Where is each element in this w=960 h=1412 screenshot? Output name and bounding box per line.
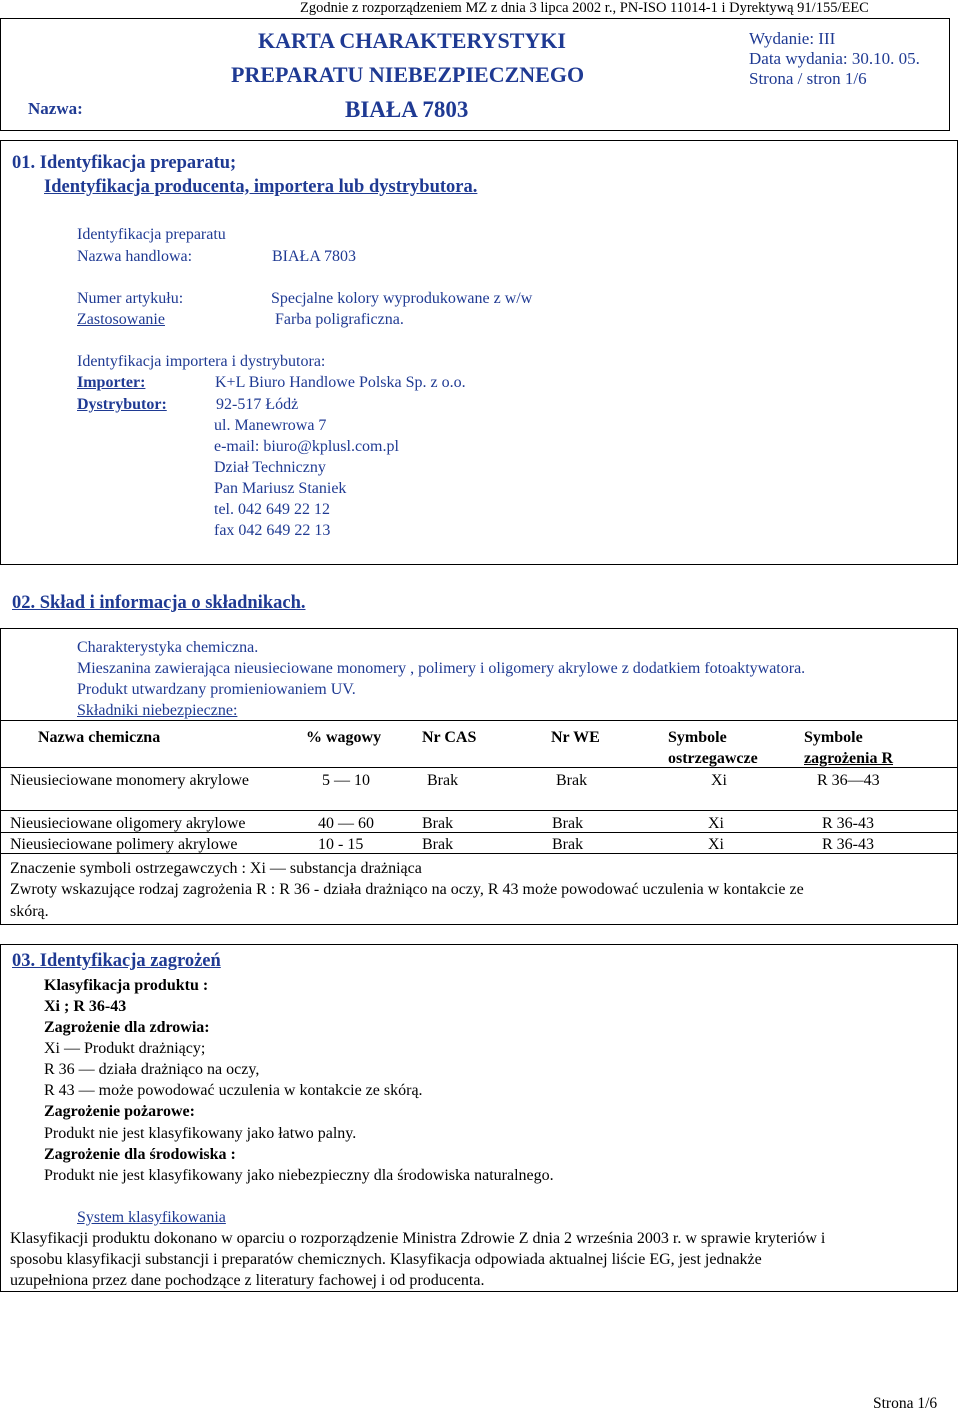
importer-value: K+L Biuro Handlowe Polska Sp. z o.o. [215, 374, 466, 391]
section2-heading: 02. Skład i informacja o składnikach. [12, 593, 306, 613]
classification-system-line: sposobu klasyfikacji substancji i preparatów chemicznych. Klasyfikacja odpowiada aktualnej liście EG, jest jednakże [10, 1251, 762, 1268]
cure-description: Produkt utwardzany promieniowaniem UV. [77, 681, 356, 698]
r-phrases-line2: skórą. [10, 903, 49, 920]
email-line: e-mail: biuro@kplusl.com.pl [214, 438, 399, 455]
table-row-r-symbol: R 36-43 [822, 815, 874, 832]
col-header-chemical-name: Nazwa chemiczna [38, 729, 161, 746]
col-header-r-symbols-2: zagrożenia R [804, 750, 894, 767]
r-phrases-line1: Zwroty wskazujące rodzaj zagrożenia R : R 36 - działa drażniąco na oczy, R 43 może powodować uczulenia w kontakcie ze [10, 881, 804, 898]
env-hazard-value: Produkt nie jest klasyfikowany jako niebezpieczny dla środowiska naturalnego. [44, 1167, 554, 1184]
table-row-cas: Brak [422, 836, 454, 853]
table-row-warning-symbol: Xi [708, 836, 724, 853]
symbols-meaning: Znaczenie symboli ostrzegawczych : Xi — substancja drażniąca [10, 860, 422, 877]
table-divider [0, 832, 958, 833]
section3-heading: 03. Identyfikacja zagrożeń [12, 951, 221, 971]
table-row-warning-symbol: Xi [711, 772, 727, 789]
fax-line: fax 042 649 22 13 [214, 522, 331, 539]
table-row-we: Brak [552, 836, 584, 853]
chem-description: Mieszanina zawierająca nieusieciowane monomery , polimery i oligomery akrylowe z dodatkiem fotoaktywatora. [77, 660, 806, 677]
classification-value: Xi ; R 36-43 [44, 998, 127, 1015]
classification-system-label: System klasyfikowania [77, 1209, 226, 1226]
trade-name-label: Nazwa handlowa: [77, 248, 193, 265]
footer-page-number: Strona 1/6 [873, 1395, 938, 1412]
fire-hazard-value: Produkt nie jest klasyfikowany jako łatwo palny. [44, 1125, 357, 1142]
classification-label: Klasyfikacja produktu : [44, 977, 209, 994]
classification-system-line: Klasyfikacji produktu dokonano w oparciu o rozporządzenie Ministra Zdrowie Z dnia 2 września 2003 r. w sprawie kryteriów i [10, 1230, 826, 1247]
table-row-cas: Brak [427, 772, 459, 789]
section1-heading-line2: Identyfikacja producenta, importera lub dystrybutora. [44, 177, 478, 197]
health-hazard-label: Zagrożenie dla zdrowia: [44, 1019, 210, 1036]
issue-date: Data wydania: 30.10. 05. [749, 49, 920, 68]
table-row-chemical: Nieusieciowane oligomery akrylowe [10, 815, 246, 832]
health-hazard-line: R 43 — może powodować uczulenia w kontakcie ze skórą. [44, 1082, 423, 1099]
usage-label: Zastosowanie [77, 311, 165, 328]
usage-value: Farba poligraficzna. [275, 311, 404, 328]
fire-hazard-label: Zagrożenie pożarowe: [44, 1103, 195, 1120]
classification-system-line: uzupełniona przez dane pochodzące z literatury fachowej i od producenta. [10, 1272, 485, 1289]
col-header-warning-symbols-1: Symbole [668, 729, 727, 746]
regulation-note: Zgodnie z rozporządzeniem MZ z dnia 3 lipca 2002 r., PN-ISO 11014-1 i Dyrektywą 91/155/EEC [300, 0, 869, 16]
table-row-chemical: Nieusieciowane monomery akrylowe [10, 772, 250, 789]
env-hazard-label: Zagrożenie dla środowiska : [44, 1146, 236, 1163]
table-row-warning-symbol: Xi [708, 815, 724, 832]
table-row-cas: Brak [422, 815, 454, 832]
col-header-we: Nr WE [551, 729, 600, 746]
health-hazard-line: R 36 — działa drażniąco na oczy, [44, 1061, 260, 1078]
importer-label: Importer: [77, 374, 146, 391]
chem-char-label: Charakterystyka chemiczna. [77, 639, 259, 656]
table-row-weight: 10 - 15 [318, 836, 364, 853]
address-line: Dział Techniczny [214, 459, 326, 476]
table-row-weight: 40 — 60 [318, 815, 374, 832]
col-header-warning-symbols-2: ostrzegawcze [668, 750, 758, 767]
col-header-r-symbols-1: Symbole [804, 729, 863, 746]
phone-line: tel. 042 649 22 12 [214, 501, 330, 518]
col-header-weight-percent: % wagowy [306, 729, 382, 746]
product-name-label: Nazwa: [28, 99, 83, 118]
col-header-cas: Nr CAS [422, 729, 477, 746]
article-label: Numer artykułu: [77, 290, 184, 307]
contact-person: Pan Mariusz Staniek [214, 480, 347, 497]
health-hazard-line: Xi — Produkt drażniący; [44, 1040, 206, 1057]
document-title-line2: PREPARATU NIEBEZPIECZNEGO [231, 62, 585, 87]
page-indicator: Strona / stron 1/6 [749, 69, 867, 88]
distributor-label: Dystrybutor: [77, 396, 167, 413]
importer-heading: Identyfikacja importera i dystrybutora: [77, 353, 326, 370]
trade-name-value: BIAŁA 7803 [272, 248, 356, 265]
table-divider [0, 810, 958, 811]
section1-heading-line1: 01. Identyfikacja preparatu; [12, 153, 237, 173]
table-row-r-symbol: R 36—43 [817, 772, 880, 789]
hazardous-ingredients-label: Składniki niebezpieczne: [77, 702, 238, 719]
address-line: 92-517 Łódż [216, 396, 299, 413]
table-row-we: Brak [552, 815, 584, 832]
table-divider [0, 767, 958, 768]
address-line: ul. Manewrowa 7 [214, 417, 327, 434]
product-name-value: BIAŁA 7803 [345, 97, 469, 122]
edition-label: Wydanie: III [749, 29, 836, 48]
table-row-weight: 5 — 10 [322, 772, 370, 789]
prep-id-label: Identyfikacja preparatu [77, 226, 226, 243]
table-row-chemical: Nieusieciowane polimery akrylowe [10, 836, 238, 853]
article-value: Specjalne kolory wyprodukowane z w/w [271, 290, 533, 307]
table-row-we: Brak [556, 772, 588, 789]
table-row-r-symbol: R 36-43 [822, 836, 874, 853]
document-title-line1: KARTA CHARAKTERYSTYKI [258, 28, 566, 53]
